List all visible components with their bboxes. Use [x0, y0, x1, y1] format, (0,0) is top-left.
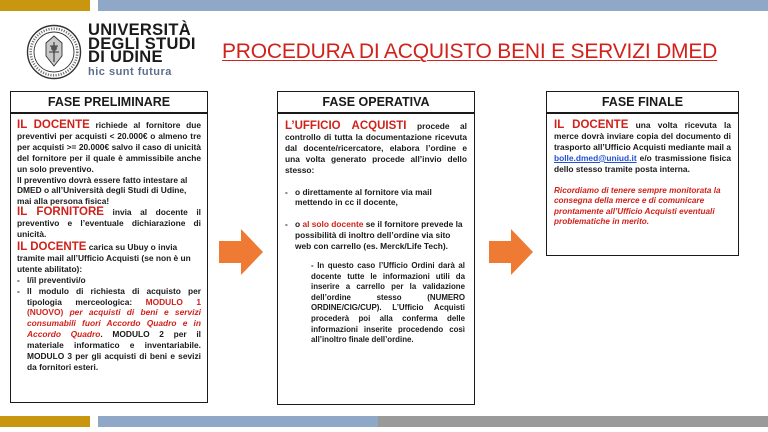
bullet-dash: - — [17, 274, 20, 285]
preliminare-docente-label: IL DOCENTE — [17, 119, 90, 131]
preliminare-docente2-label: IL DOCENTE — [17, 240, 87, 253]
bullet-dash: - — [285, 186, 288, 197]
phase-operativa-header — [277, 91, 475, 113]
logo-motto: hic sunt futura — [88, 65, 172, 78]
phase-operativa-box — [277, 113, 475, 405]
preliminare-bullet-1 — [17, 275, 201, 286]
bar-segment-blue — [98, 0, 768, 11]
bar-segment-gray — [378, 416, 768, 427]
preliminare-bullet-2-modulo1: MODULO 1 (NUOVO) — [27, 296, 201, 318]
preliminare-docente2-text: carica su Ubuy o invia tramite mail all’Ufficio Acquisti (se non è un utente abilitato): — [17, 241, 191, 274]
finale-docente-paragraph — [554, 120, 731, 175]
operativa-ufficio-label: L’UFFICIO ACQUISTI — [285, 120, 407, 132]
bullet-dash: - — [285, 219, 288, 230]
preliminare-bullet-2-italic: per acquisti di beni e servizi consumabili fuori Accordo Quadro e in Accordo Quadro — [27, 307, 201, 340]
university-logo — [26, 22, 196, 84]
preliminare-fornitore-label: IL FORNITORE — [17, 206, 104, 219]
phase-finale-box — [546, 113, 739, 256]
phase-preliminare-header — [10, 91, 208, 113]
bar-gap — [90, 0, 98, 11]
operativa-option-1 — [285, 187, 467, 209]
logo-line-1: UNIVERSITÀ — [88, 21, 191, 39]
bar-segment-gold — [0, 0, 90, 11]
operativa-option-2-text-a: o — [295, 219, 303, 230]
phase-finale-header — [546, 91, 739, 113]
preliminare-fornitore-text: invia al docente il preventivo e l’eventuale dichiarazione di unicità. — [17, 207, 201, 240]
university-name — [88, 21, 196, 78]
operativa-option-2 — [285, 219, 467, 252]
finale-docente-text: una volta ricevuta la merce dovrà inviare copia del documento di trasporto all’Ufficio Acquisti mediante mail a — [554, 120, 731, 152]
phase-operativa-title: FASE OPERATIVA — [322, 95, 430, 109]
page-title: PROCEDURA DI ACQUISTO BENI E SERVIZI DMED — [222, 40, 718, 63]
preliminare-bullet-2-text-b: . MODULO 2 per il materiale informatico e inventariabile. MODULO 3 per gli acquisti di beni e sevizi da fornitori esteri. — [27, 329, 201, 372]
operativa-option-2-red: al solo docente — [302, 219, 364, 230]
preliminare-docente-text: richiede al fornitore due preventivi per acquisti < 20.000€ o almeno tre per acquisti >= 20.000€ salvo il caso di unicità del fornitore per il quale è ammissibile anche un solo preventivo. — [17, 120, 202, 174]
phase-preliminare-title: FASE PRELIMINARE — [47, 95, 171, 109]
preliminare-docente-paragraph — [17, 120, 201, 175]
finale-reminder: Ricordiamo di tenere sempre monitorata la consegna della merce e di comunicare prontamente all’Ufficio Acquisti eventuali problematiche in merito. — [554, 185, 721, 227]
operativa-ufficio-paragraph — [285, 121, 467, 176]
logo-line-3: DI UDINE — [88, 48, 163, 66]
operativa-option-1-text: o direttamente al fornitore via mail mettendo in cc il docente, — [295, 186, 432, 208]
finale-docente-text-2: e/o trasmissione fisica dello stesso tramite posta interna. — [554, 152, 731, 174]
preliminare-bullet-2 — [17, 286, 201, 373]
operativa-ordini-note: - In questo caso l’Ufficio Ordini darà al docente tutte le informazioni utili da inserire a carrello per la validazione dell’ordine stesso (NUMERO ORDINE/CIG/CUP). L’Ufficio Acquisti procederà poi alla conferma delle informazioni inserite procedendo così all’inoltro finale dell’ordine. — [311, 261, 465, 345]
operativa-ufficio-text: procede al controllo di tutta la documentazione ricevuta dal docente/ricercatore, elabora l’ordine e una volta generato procede all’invio dello stesso: — [285, 121, 468, 175]
bar-gap — [90, 416, 98, 427]
phase-finale-title: FASE FINALE — [601, 95, 684, 109]
preliminare-bullet-2-text-a: Il modulo di richiesta di acquisto per tipologia merceologica: — [27, 285, 201, 307]
bar-segment-gold — [0, 416, 90, 427]
arrow-right-icon — [489, 229, 533, 275]
university-seal-icon — [26, 24, 82, 80]
phase-preliminare-box — [10, 113, 208, 403]
preliminare-docente2-paragraph — [17, 242, 201, 275]
preliminare-fornitore-paragraph — [17, 207, 201, 240]
bullet-dash: - — [17, 285, 20, 296]
operativa-option-2-text-b: se il fornitore prevede la possibilità di inoltro dell’ordine via sito web con carrello (es. Merck/Life Tech). — [295, 219, 463, 252]
finale-email-link[interactable]: bolle.dmed@uniud.it — [554, 152, 637, 163]
arrow-right-icon — [219, 229, 263, 275]
preliminare-bullet-1-text: I/il preventivi/o — [27, 274, 86, 285]
top-color-bar — [0, 0, 768, 11]
logo-line-2: DEGLI STUDI — [88, 34, 196, 53]
bar-segment-blue — [98, 416, 378, 427]
preliminare-preventivo-note: Il preventivo dovrà essere fatto intestare al DMED o all’Università degli Studi di Udine, mai alla persona fisica! — [17, 174, 188, 207]
bottom-color-bar — [0, 416, 768, 427]
finale-docente-label: IL DOCENTE — [554, 119, 629, 131]
